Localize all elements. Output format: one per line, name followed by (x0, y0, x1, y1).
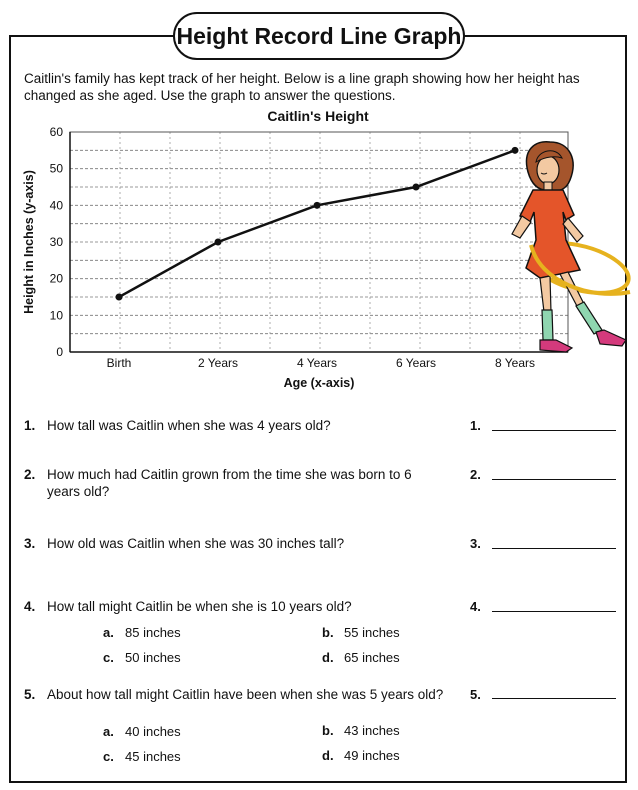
y-tick-label: 0 (56, 345, 63, 359)
option-5a[interactable]: a. 40 inches (103, 724, 181, 739)
data-point (512, 147, 519, 154)
y-tick-label: 50 (49, 161, 63, 176)
question-text: How old was Caitlin when she was 30 inches tall? (47, 536, 345, 551)
x-axis-label: Age (x-axis) (283, 376, 355, 390)
page-title: Height Record Line Graph (173, 12, 465, 60)
y-tick-label: 20 (49, 271, 63, 286)
answer-number: 5. (470, 687, 481, 702)
option-5d[interactable]: d. 49 inches (322, 748, 400, 763)
option-5b[interactable]: b. 43 inches (322, 723, 400, 738)
y-tick-label: 60 (49, 125, 63, 139)
question-text: How tall was Caitlin when she was 4 years old? (47, 418, 331, 433)
question-number: 5. (24, 687, 36, 702)
y-tick-label: 10 (49, 308, 63, 323)
x-tick-label: 8 Years (494, 356, 536, 370)
question-number: 3. (24, 536, 36, 551)
option-5c[interactable]: c. 45 inches (103, 749, 181, 764)
girl-with-hula-hoop-illustration (512, 142, 634, 352)
question-text: About how tall might Caitlin have been when she was 5 years old? (47, 687, 444, 702)
y-axis-label: Height in Inches (y-axis) (22, 170, 36, 314)
option-4a[interactable]: a. 85 inches (103, 625, 181, 640)
data-point (116, 294, 123, 301)
data-point (413, 184, 420, 191)
answer-number: 2. (470, 467, 481, 482)
plot-border (70, 132, 568, 352)
answer-number: 3. (470, 536, 481, 551)
answer-line-3[interactable] (492, 548, 616, 549)
answer-number: 4. (470, 599, 481, 614)
data-point (215, 239, 222, 246)
question-number: 2. (24, 467, 36, 482)
answer-number: 1. (470, 418, 481, 433)
answer-line-2[interactable] (492, 479, 616, 480)
data-point (314, 202, 321, 209)
x-tick-label: Birth (106, 356, 132, 370)
question-text: How much had Caitlin grown from the time she was born to 6 years old? (47, 467, 412, 499)
y-tick-label: 40 (49, 198, 63, 213)
x-tick-label: 6 Years (395, 356, 437, 370)
question-number: 1. (24, 418, 36, 433)
answer-line-4[interactable] (492, 611, 616, 612)
answer-line-5[interactable] (492, 698, 616, 699)
option-4b[interactable]: b. 55 inches (322, 625, 400, 640)
chart-grid (70, 132, 568, 352)
chart-labels (22, 125, 535, 390)
option-4d[interactable]: d. 65 inches (322, 650, 400, 665)
x-tick-label: 4 Years (296, 356, 338, 370)
option-4c[interactable]: c. 50 inches (103, 650, 181, 665)
intro-text: Caitlin's family has kept track of her height. Below is a line graph showing how her height has changed as she aged. Use the graph to answer the questions. (24, 71, 580, 103)
chart-axes (70, 132, 568, 352)
chart-title: Caitlin's Height (267, 108, 369, 124)
answer-line-1[interactable] (492, 430, 616, 431)
x-tick-label: 2 Years (197, 356, 239, 370)
question-text: How tall might Caitlin be when she is 10 years old? (47, 599, 352, 614)
y-tick-label: 30 (49, 235, 63, 249)
question-number: 4. (24, 599, 36, 614)
